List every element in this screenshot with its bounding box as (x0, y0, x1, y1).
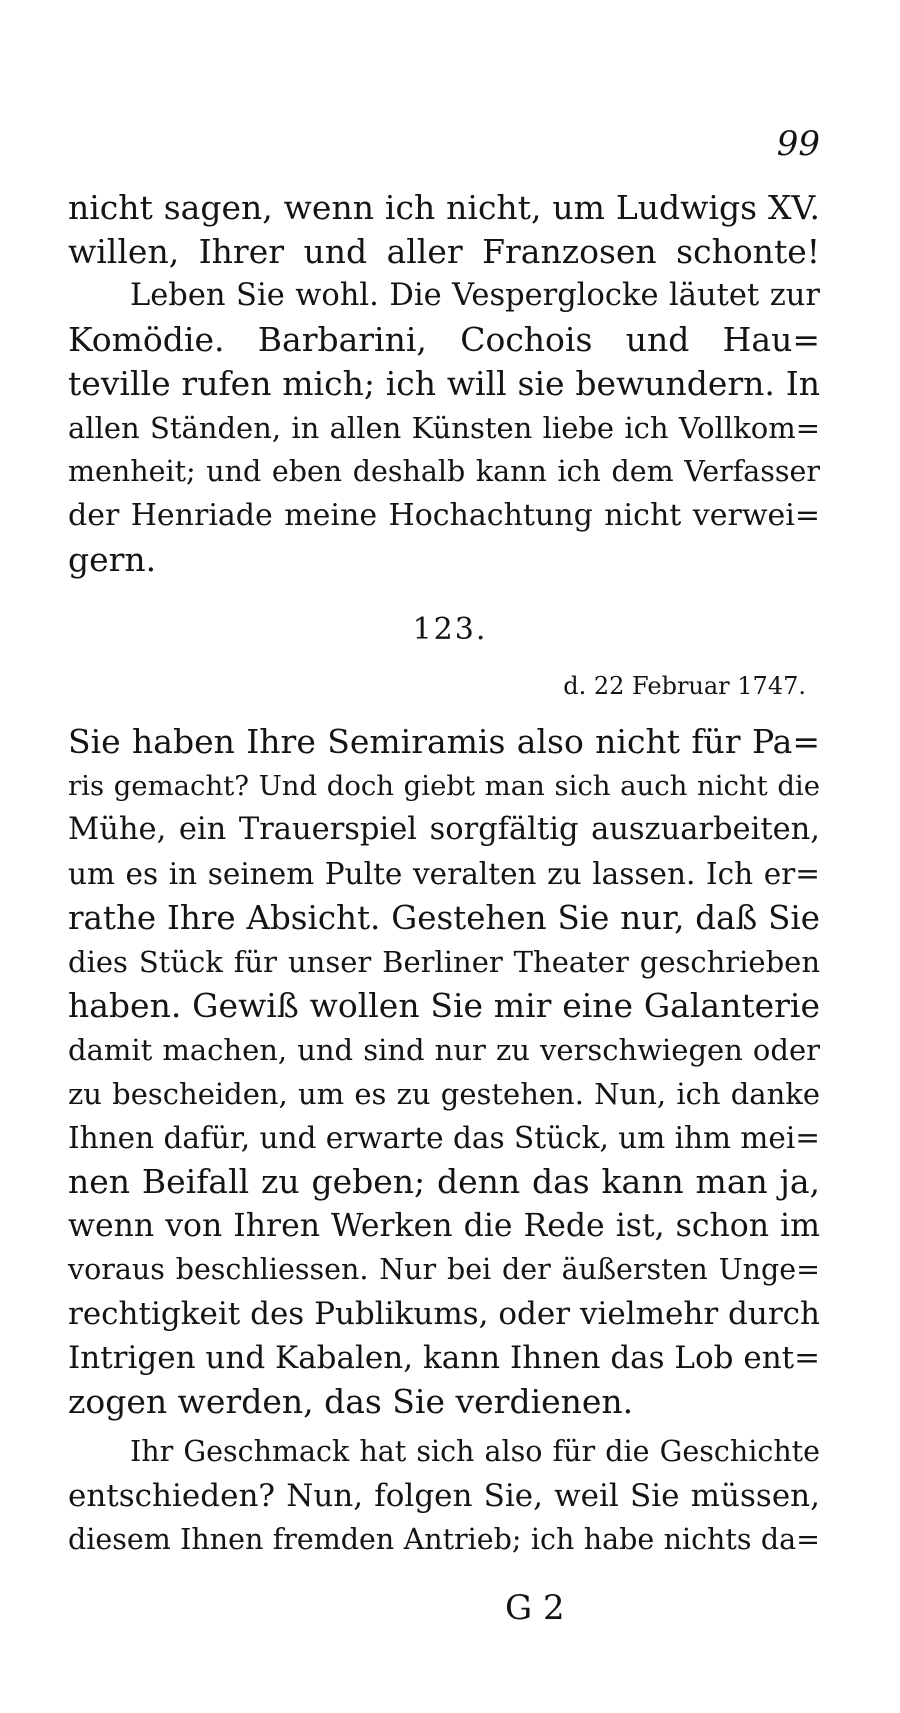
text-line-dropcap: Sie haben Ihre Semiramis also nicht für Pa= (68, 722, 820, 761)
text-line: menheit; und eben deshalb kann ich dem Verfasser (68, 455, 820, 488)
text-line: rechtigkeit des Publikums, oder vielmehr durch (68, 1296, 820, 1332)
text-line: haben. Gewiß wollen Sie mir eine Galanterie (68, 986, 820, 1025)
text-line: Mühe, ein Trauerspiel sorgfältig auszuarbeiten, (68, 812, 820, 847)
text-line: voraus beschliessen. Nur bei der äußersten Unge= (68, 1253, 820, 1286)
text-line: nicht sagen, wenn ich nicht, um Ludwigs XV. (68, 188, 820, 227)
text-line: damit machen, und sind nur zu verschwiegen oder (68, 1033, 820, 1067)
text-line: Ihr Geschmack hat sich also für die Geschichte (130, 1435, 820, 1468)
text-line: teville rufen mich; ich will sie bewundern. In (68, 364, 820, 403)
text-line: um es in seinem Pulte veralten zu lassen. Ich er= (68, 857, 820, 891)
text-line: zogen werden, das Sie verdienen. (68, 1382, 634, 1421)
text-line: der Henriade meine Hochachtung nicht verwei= (68, 498, 820, 533)
dateline: d. 22 Februar 1747. (563, 672, 806, 700)
page-number: 99 (776, 124, 820, 164)
text-line: Komödie. Barbarini, Cochois und Hau= (68, 320, 820, 359)
text-line: zu bescheiden, um es zu gestehen. Nun, ich danke (68, 1077, 820, 1111)
text-line: diesem Ihnen fremden Antrieb; ich habe nichts da= (68, 1523, 820, 1556)
text-line: gern. (68, 540, 157, 579)
text-line: ris gemacht? Und doch giebt man sich auch nicht die (68, 770, 820, 802)
text-line: dies Stück für unser Berliner Theater geschrieben (68, 945, 820, 979)
text-line: rathe Ihre Absicht. Gestehen Sie nur, daß Sie (68, 899, 820, 937)
text-line: willen, Ihrer und aller Franzosen schonte! (68, 232, 820, 271)
text-line: Leben Sie wohl. Die Vesperglocke läutet zur (130, 278, 820, 313)
text-line: allen Ständen, in allen Künsten liebe ich Vollkom= (68, 411, 820, 445)
text-line: Intrigen und Kabalen, kann Ihnen das Lob ent= (68, 1340, 821, 1376)
text-line: wenn von Ihren Werken die Rede ist, schon im (68, 1208, 820, 1244)
signature-mark: G 2 (505, 1588, 565, 1628)
text-line: nen Beifall zu geben; denn das kann man ja, (68, 1162, 820, 1201)
letter-number: 123. (412, 612, 488, 647)
text-line: Ihnen dafür, und erwarte das Stück, um ihm mei= (68, 1121, 820, 1155)
text-line: entschieden? Nun, folgen Sie, weil Sie müssen, (68, 1478, 820, 1514)
